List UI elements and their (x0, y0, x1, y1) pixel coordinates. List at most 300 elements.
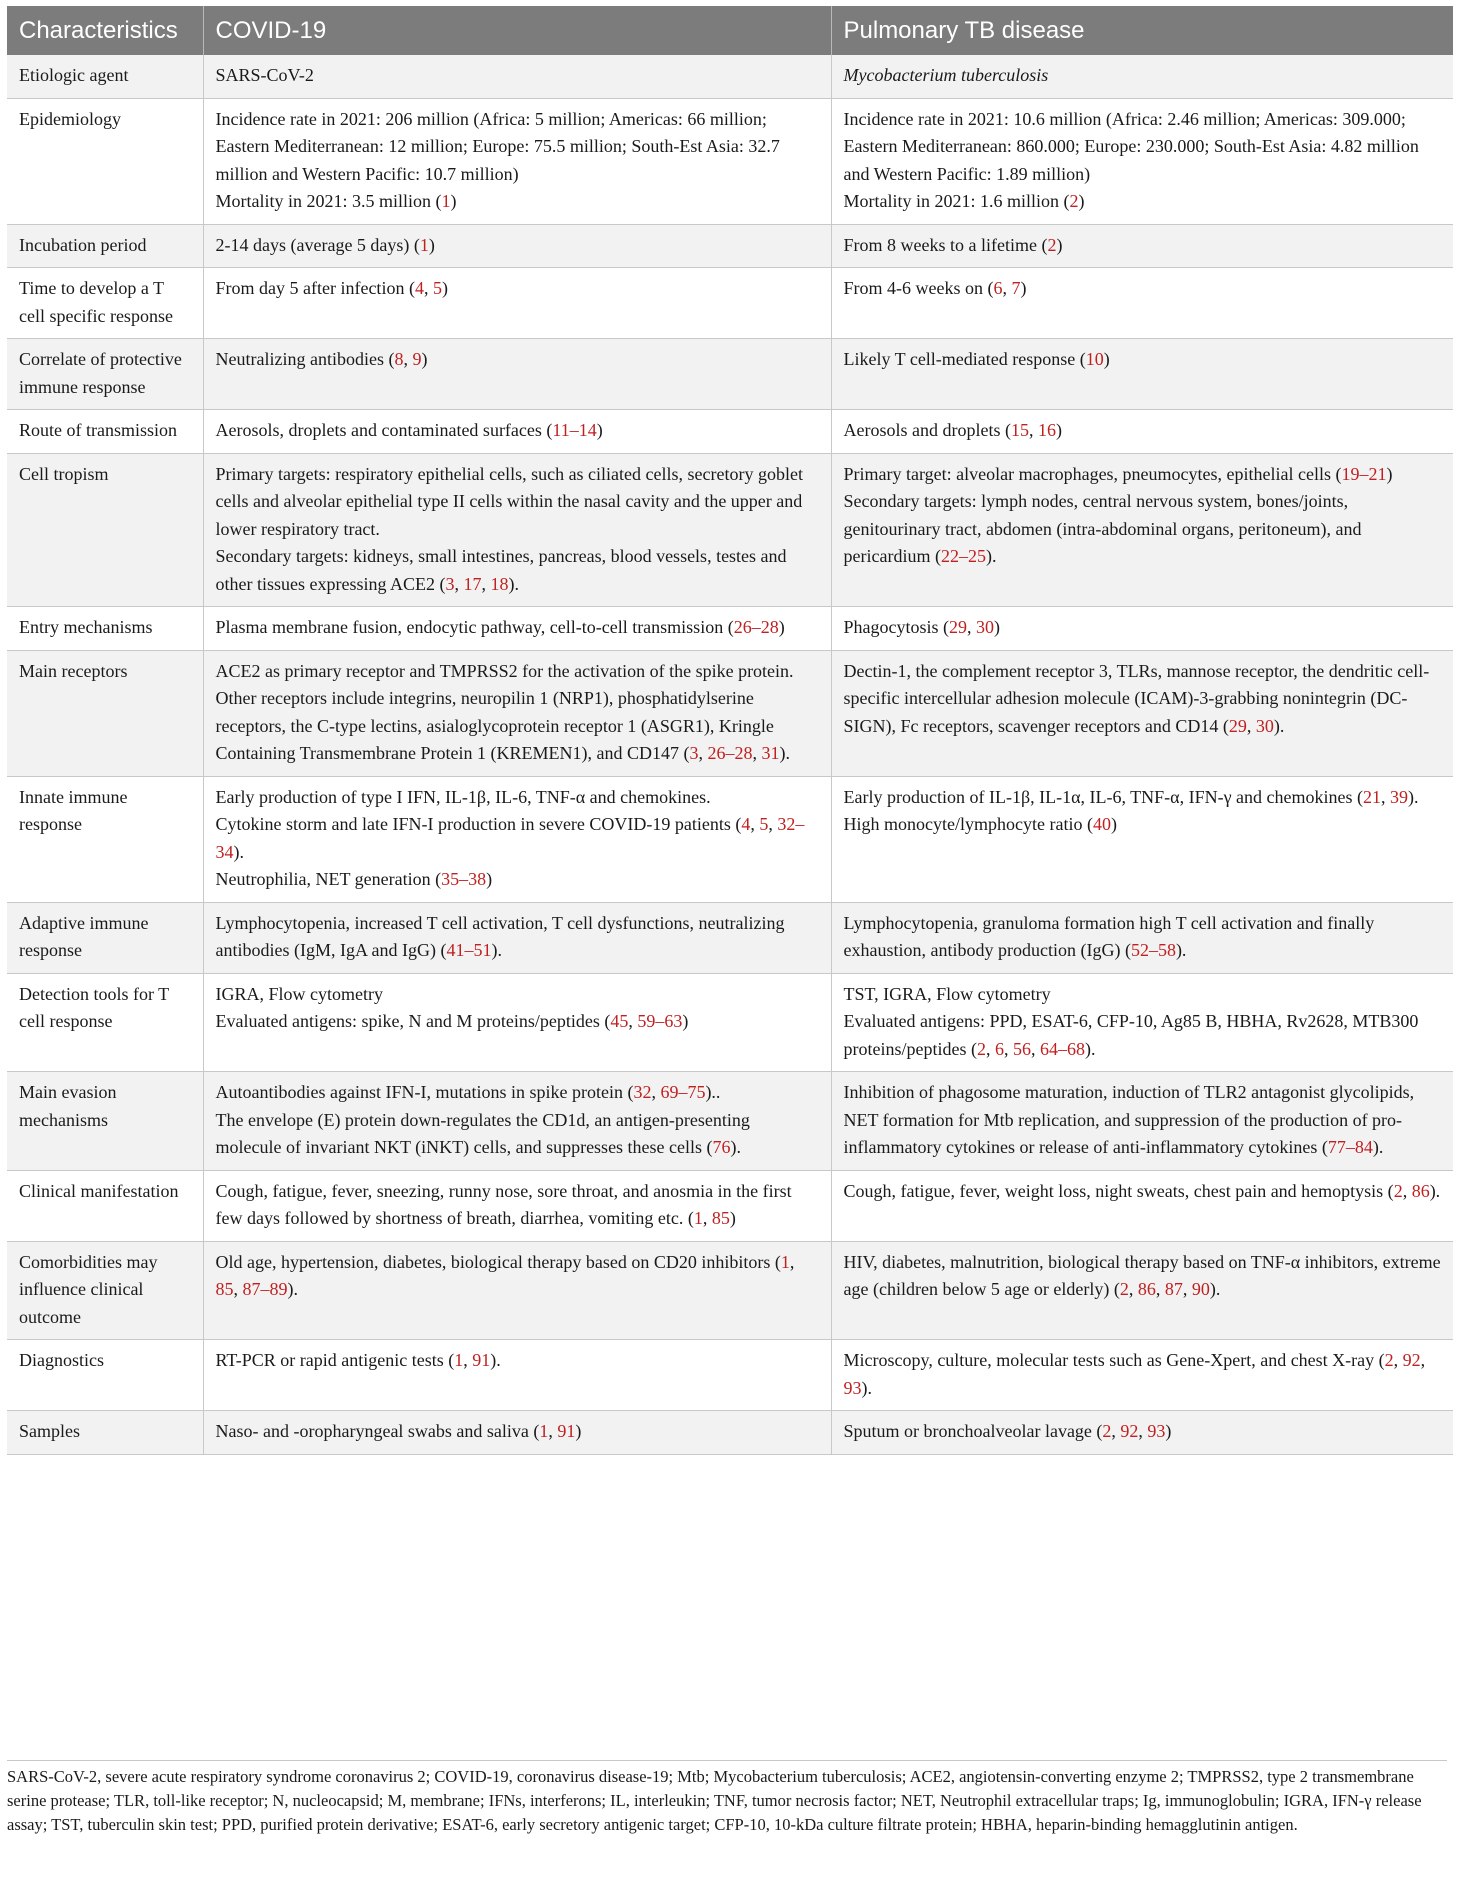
reference-link[interactable]: 5 (432, 278, 442, 298)
cell-line (844, 461, 1442, 489)
covid-cell (203, 55, 831, 98)
cell-text: , (768, 814, 778, 834)
cell-text: High monocyte/lymphocyte ratio ( (843, 814, 1093, 834)
cell-text: The envelope (E) protein down-regulates the CD1d, an antigen-presenting molecule of invariant NKT (iNKT) cells, and suppresses these cells ( (215, 1109, 750, 1157)
comparison-table (7, 6, 1453, 1455)
cell-text: ). (1084, 1038, 1096, 1059)
reference-link[interactable]: 30 (1255, 715, 1274, 736)
covid-cell (203, 607, 831, 651)
table-row (7, 268, 1453, 339)
cell-text: ). (1408, 786, 1419, 807)
cell-text: ) (1103, 349, 1110, 369)
reference-link[interactable]: 10 (1085, 349, 1104, 369)
row-label: Correlate of protective immune response (7, 339, 203, 410)
reference-link[interactable]: 15 (1010, 420, 1029, 440)
reference-link[interactable]: 1 (454, 1350, 464, 1370)
reference-link[interactable]: 91 (472, 1350, 491, 1370)
table-row (7, 410, 1453, 454)
cell-text: ). (491, 940, 502, 960)
cell-line (844, 188, 1442, 216)
reference-link[interactable]: 2 (1047, 234, 1057, 255)
reference-link[interactable]: 32–34 (215, 814, 805, 862)
cell-text: RT-PCR or rapid antigenic tests ( (215, 1350, 455, 1370)
reference-link[interactable]: 59–63 (637, 1011, 683, 1031)
tb-cell (831, 1411, 1453, 1455)
cell-text: ) (421, 349, 428, 369)
cell-text: , (702, 1208, 712, 1228)
cell-text: Evaluated antigens: spike, N and M proteins/peptides ( (215, 1011, 611, 1031)
reference-link[interactable]: 93 (843, 1377, 862, 1398)
tb-cell (831, 902, 1453, 973)
tb-cell (831, 607, 1453, 651)
cell-text: Old age, hypertension, diabetes, biological therapy based on CD20 inhibitors ( (215, 1251, 781, 1272)
reference-link[interactable]: 1 (419, 234, 429, 255)
cell-text: ) (450, 191, 457, 211)
cell-line (216, 910, 819, 965)
cell-text: Neutrophilia, NET generation ( (215, 869, 442, 889)
cell-text: From 8 weeks to a lifetime ( (843, 234, 1048, 255)
header-tb: Pulmonary TB disease (831, 6, 1453, 55)
cell-text: ). (861, 1377, 872, 1398)
cell-text: ). (779, 743, 790, 763)
reference-link[interactable]: 21 (1363, 786, 1382, 807)
covid-cell (203, 973, 831, 1072)
reference-link[interactable]: 31 (761, 743, 780, 763)
header-characteristics: Characteristics (7, 6, 203, 55)
tb-cell (831, 776, 1453, 902)
cell-line (844, 346, 1442, 374)
reference-link[interactable]: 29 (949, 617, 967, 637)
covid-cell (203, 650, 831, 776)
cell-line (216, 1418, 819, 1446)
cell-text: , (1028, 420, 1038, 440)
cell-text: Lymphocytopenia, granuloma formation high T cell activation and finally exhaustion, antibody production (IgG) ( (843, 912, 1375, 960)
cell-line (216, 188, 819, 216)
tb-cell (831, 224, 1453, 268)
cell-text: Primary target: alveolar macrophages, pneumocytes, epithelial cells ( (843, 463, 1342, 484)
reference-link[interactable]: 64–68 (1039, 1038, 1085, 1059)
row-label: Epidemiology (7, 98, 203, 224)
table-row (7, 1411, 1453, 1455)
cell-text: Sputum or bronchoalveolar lavage ( (843, 1421, 1103, 1441)
tb-cell (831, 650, 1453, 776)
reference-link[interactable]: 17 (463, 573, 482, 594)
cell-text: Aerosols and droplets ( (843, 420, 1011, 440)
cell-text: Inhibition of phagosome maturation, induction of TLR2 antagonist glycolipids, NET formation for Mtb replication, and suppression of the production of pro-inflammatory cytokines or release of anti-inflammatory cytokines ( (843, 1082, 1415, 1157)
reference-link[interactable]: 1 (693, 1208, 703, 1228)
table-row (7, 776, 1453, 902)
reference-link[interactable]: 3 (445, 573, 455, 594)
table-row (7, 1241, 1453, 1340)
reference-link[interactable]: 41–51 (446, 940, 492, 960)
reference-link[interactable]: 1 (441, 191, 451, 211)
reference-link[interactable]: 6 (994, 1038, 1004, 1059)
cell-text: Autoantibodies against IFN-I, mutations in spike protein ( (215, 1082, 634, 1102)
table-row (7, 453, 1453, 607)
cell-text: Cough, fatigue, fever, weight loss, night sweats, chest pain and hemoptysis ( (843, 1180, 1394, 1201)
cell-line (216, 1008, 819, 1036)
cell-line (844, 658, 1442, 741)
reference-link[interactable]: 2 (1384, 1350, 1394, 1370)
cell-line (844, 981, 1442, 1009)
reference-link[interactable]: 86 (1137, 1279, 1156, 1299)
row-label: Diagnostics (7, 1340, 203, 1411)
reference-link[interactable]: 45 (610, 1011, 629, 1031)
covid-cell (203, 1411, 831, 1455)
cell-text: TST, IGRA, Flow cytometry (843, 983, 1051, 1004)
cell-line (844, 275, 1442, 303)
row-label: Main receptors (7, 650, 203, 776)
reference-link[interactable]: 2 (1069, 191, 1079, 211)
covid-cell (203, 1072, 831, 1171)
cell-line (216, 461, 819, 544)
reference-link[interactable]: 87–89 (242, 1279, 288, 1299)
reference-link[interactable]: 93 (1147, 1421, 1166, 1441)
reference-link[interactable]: 3 (689, 743, 699, 763)
tb-cell (831, 1241, 1453, 1340)
cell-text: ) (441, 278, 448, 298)
cell-line (216, 232, 819, 260)
cell-text: Aerosols, droplets and contaminated surfaces ( (215, 420, 553, 440)
tb-cell (831, 1072, 1453, 1171)
cell-text: , (463, 1350, 473, 1370)
cell-text: ).. (705, 1082, 721, 1102)
cell-text: Naso- and -oropharyngeal swabs and saliva ( (215, 1421, 540, 1441)
reference-link[interactable]: 90 (1191, 1279, 1210, 1299)
row-label: Cell tropism (7, 453, 203, 607)
reference-link[interactable]: 2 (1102, 1421, 1112, 1441)
reference-link[interactable]: 22–25 (940, 546, 986, 566)
row-label: Time to develop a T cell specific response (7, 268, 203, 339)
table-row (7, 339, 1453, 410)
cell-text: Primary targets: respiratory epithelial cells, such as ciliated cells, secretory goblet cells and alveolar epithelial type II cells within the nasal cavity and the upper and lower respiratory tract. (215, 463, 803, 539)
reference-link[interactable]: 87 (1164, 1279, 1183, 1299)
cell-text: ). (1175, 940, 1187, 960)
cell-text: , (651, 1082, 661, 1102)
reference-link[interactable]: 92 (1402, 1350, 1421, 1370)
covid-cell (203, 98, 831, 224)
cell-text: ). (730, 1137, 742, 1157)
cell-line (216, 1178, 819, 1233)
row-label: Clinical manifestation (7, 1170, 203, 1241)
reference-link[interactable]: 26–28 (733, 617, 779, 637)
cell-line (844, 1249, 1442, 1304)
table-row (7, 607, 1453, 651)
covid-cell (203, 268, 831, 339)
cell-text: ). (287, 1279, 298, 1299)
cell-text: Early production of IL-1β, IL-1α, IL-6, TNF-α, IFN-γ and chemokines ( (843, 786, 1364, 807)
cell-text: ) (596, 420, 603, 440)
cell-line (216, 811, 819, 866)
cell-text: Other receptors include integrins, neuropilin 1 (NRP1), phosphatidylserine receptors, the C-type lectins, asialoglycoprotein receptor 1 (ASGR1), Kringle Containing Transmembrane Protein 1 (KREMEN1), and CD147 ( (215, 688, 774, 763)
cell-text: Phagocytosis ( (843, 617, 949, 637)
reference-link[interactable]: 6 (993, 278, 1003, 298)
header-row (7, 6, 1453, 55)
cell-text: , (1002, 278, 1012, 298)
cell-text: ) (1055, 420, 1062, 440)
cell-text: 2-14 days (average 5 days) ( (215, 234, 420, 255)
tb-cell (831, 55, 1453, 98)
table-row (7, 973, 1453, 1072)
cell-line (216, 62, 819, 90)
cell-text: ). (1209, 1279, 1221, 1299)
table-body (7, 55, 1453, 1454)
reference-link[interactable]: 1 (539, 1421, 549, 1441)
table-header (7, 6, 1453, 55)
cell-line (844, 1008, 1442, 1063)
reference-link[interactable]: 26–28 (707, 743, 753, 763)
reference-link[interactable]: 76 (712, 1137, 731, 1157)
cell-text: ) (682, 1011, 689, 1031)
reference-link[interactable]: 56 (1012, 1038, 1031, 1059)
cell-text: ). (508, 573, 519, 594)
cell-text: Mortality in 2021: 1.6 million ( (843, 191, 1070, 211)
cell-line (844, 417, 1442, 445)
cell-text: Secondary targets: lymph nodes, central nervous system, bones/joints, genitourinary tract, abdomen (intra-abdominal organs, peritoneum), and pericardium ( (843, 491, 1362, 566)
cell-line (216, 275, 819, 303)
cell-text: Cytokine storm and late IFN-I production in severe COVID-19 patients ( (215, 814, 742, 834)
cell-line (216, 1249, 819, 1304)
reference-link[interactable]: 91 (557, 1421, 576, 1441)
covid-cell (203, 1241, 831, 1340)
cell-text: ) (1078, 191, 1085, 211)
reference-link[interactable]: 2 (1119, 1279, 1129, 1299)
row-label: Adaptive immune response (7, 902, 203, 973)
reference-link[interactable]: 40 (1092, 814, 1111, 834)
cell-line (844, 1418, 1442, 1446)
cell-line (216, 346, 819, 374)
reference-link[interactable]: 9 (412, 349, 422, 369)
tb-cell (831, 268, 1453, 339)
tb-cell (831, 1170, 1453, 1241)
cell-line (216, 1107, 819, 1162)
cell-text: Neutralizing antibodies ( (215, 349, 395, 369)
cell-text: Secondary targets: kidneys, small intestines, pancreas, blood vessels, testes and other tissues expressing ACE2 ( (215, 546, 787, 594)
row-label: Detection tools for T cell response (7, 973, 203, 1072)
cell-text: Dectin-1, the complement receptor 3, TLRs, mannose receptor, the dendritic cell-specific intercellular adhesion molecule (ICAM)-3-grabbing nonintegrin (DC-SIGN), Fc receptors, scavenger receptors and CD14 ( (843, 660, 1430, 736)
table-row (7, 98, 1453, 224)
reference-link[interactable]: 30 (976, 617, 994, 637)
cell-line (216, 981, 819, 1009)
cell-text: ) (778, 617, 785, 637)
row-label: Incubation period (7, 224, 203, 268)
cell-line (216, 1347, 819, 1375)
cell-text: , (1402, 1180, 1412, 1201)
tb-cell (831, 339, 1453, 410)
cell-line (216, 417, 819, 445)
covid-cell (203, 339, 831, 410)
row-label: Main evasion mechanisms (7, 1072, 203, 1171)
cell-text: , (1420, 1350, 1426, 1370)
reference-link[interactable]: 86 (1411, 1180, 1430, 1201)
cell-line (844, 1347, 1442, 1402)
cell-line (844, 106, 1442, 189)
cell-text: From 4-6 weeks on ( (843, 278, 994, 298)
cell-text: , (967, 617, 976, 637)
cell-text: , (1111, 1421, 1121, 1441)
cell-text: Plasma membrane fusion, endocytic pathway, cell-to-cell transmission ( (215, 617, 734, 637)
cell-text: , (1381, 786, 1391, 807)
cell-line (216, 614, 819, 642)
row-label: Samples (7, 1411, 203, 1455)
cell-text: , (1138, 1421, 1148, 1441)
header-covid: COVID-19 (203, 6, 831, 55)
cell-line (216, 685, 819, 768)
reference-link[interactable]: 2 (1393, 1180, 1403, 1201)
cell-text: Lymphocytopenia, increased T cell activation, T cell dysfunctions, neutralizing antibodies (IgM, IgA and IgG) ( (215, 912, 785, 960)
cell-line (216, 543, 819, 598)
cell-line (844, 232, 1442, 260)
cell-text: ) (729, 1208, 736, 1228)
reference-link[interactable]: 19–21 (1341, 463, 1387, 484)
cell-text: ) (994, 617, 1000, 637)
cell-text: Early production of type I IFN, IL-1β, IL-6, TNF-α and chemokines. (215, 786, 711, 807)
covid-cell (203, 902, 831, 973)
cell-text: , (1182, 1279, 1192, 1299)
reference-link[interactable]: 39 (1390, 786, 1409, 807)
reference-link[interactable]: 32 (633, 1082, 652, 1102)
cell-text: , (1003, 1038, 1013, 1059)
cell-text: ). (1372, 1137, 1384, 1157)
row-label: Route of transmission (7, 410, 203, 454)
cell-text: ). (1429, 1180, 1441, 1201)
cell-text: Microscopy, culture, molecular tests such as Gene-Xpert, and chest X-ray ( (843, 1350, 1385, 1370)
cell-text: ) (486, 869, 493, 889)
reference-link[interactable]: 8 (394, 349, 404, 369)
reference-link[interactable]: 29 (1228, 715, 1247, 736)
cell-text: Incidence rate in 2021: 10.6 million (Africa: 2.46 million; Americas: 309.000; Eastern Mediterranean: 860.000; Europe: 230.000; South-Est Asia: 4.82 million and Western Pacific: 1.89 million) (843, 108, 1419, 184)
reference-link[interactable]: 92 (1120, 1421, 1139, 1441)
reference-link[interactable]: 1 (780, 1251, 790, 1272)
covid-cell (203, 224, 831, 268)
cell-text: ) (1020, 278, 1027, 298)
cell-line (844, 1079, 1442, 1162)
cell-text: , (548, 1421, 558, 1441)
tb-cell (831, 1340, 1453, 1411)
cell-text: IGRA, Flow cytometry (215, 983, 383, 1004)
cell-text: Cough, fatigue, fever, sneezing, runny nose, sore throat, and anosmia in the first few days followed by shortness of breath, diarrhea, vomiting etc. ( (215, 1180, 792, 1228)
cell-text: ). (1273, 715, 1285, 736)
reference-link[interactable]: 2 (976, 1038, 986, 1059)
reference-link[interactable]: 77–84 (1327, 1137, 1373, 1157)
cell-line (216, 1079, 819, 1107)
cell-text: Mycobacterium tuberculosis (843, 65, 1049, 85)
cell-text: From day 5 after infection ( (215, 278, 415, 298)
reference-link[interactable]: 52–58 (1130, 940, 1176, 960)
reference-link[interactable]: 11–14 (552, 420, 597, 440)
cell-text: , (750, 814, 760, 834)
cell-line (844, 488, 1442, 571)
covid-cell (203, 410, 831, 454)
table-row (7, 902, 1453, 973)
cell-text: ) (428, 234, 435, 255)
cell-line (216, 784, 819, 812)
cell-text: SARS-CoV-2 (215, 65, 314, 85)
cell-text: Incidence rate in 2021: 206 million (Africa: 5 million; Americas: 66 million; Eastern Mediterranean: 12 million; Europe: 75.5 million; South-Est Asia: 32.7 million and Western Pacific: 10.7 million) (215, 108, 780, 184)
cell-text: ). (985, 546, 997, 566)
reference-link[interactable]: 18 (490, 573, 509, 594)
tb-cell (831, 453, 1453, 607)
cell-line (216, 866, 819, 894)
reference-link[interactable]: 16 (1037, 420, 1056, 440)
cell-text: Likely T cell-mediated response ( (843, 349, 1086, 369)
table-row (7, 224, 1453, 268)
row-label: Entry mechanisms (7, 607, 203, 651)
cell-text: , (1030, 1038, 1040, 1059)
table-row (7, 1340, 1453, 1411)
cell-text: ). (233, 841, 244, 862)
table-row (7, 650, 1453, 776)
reference-link[interactable]: 85 (215, 1279, 234, 1299)
covid-cell (203, 1340, 831, 1411)
covid-cell (203, 1170, 831, 1241)
cell-text: , (1393, 1350, 1403, 1370)
cell-text: , (752, 743, 762, 763)
reference-link[interactable]: 69–75 (660, 1082, 706, 1102)
tb-cell (831, 98, 1453, 224)
cell-text: ) (575, 1421, 582, 1441)
cell-text: , (985, 1038, 995, 1059)
cell-text: ). (490, 1350, 501, 1370)
cell-text: , (454, 573, 464, 594)
cell-text: ) (1110, 814, 1117, 834)
cell-line (844, 910, 1442, 965)
cell-text: ) (1056, 234, 1063, 255)
cell-line (844, 784, 1442, 812)
cell-text: ) (1165, 1421, 1172, 1441)
reference-link[interactable]: 4 (741, 814, 751, 834)
cell-text: , (403, 349, 413, 369)
cell-line (216, 658, 819, 686)
tb-cell (831, 410, 1453, 454)
cell-text: , (1128, 1279, 1138, 1299)
cell-line (216, 106, 819, 189)
cell-text: , (233, 1279, 243, 1299)
cell-line (844, 1178, 1442, 1206)
cell-text: , (481, 573, 491, 594)
cell-text: Evaluated antigens: PPD, ESAT-6, CFP-10, Ag85 B, HBHA, Rv2628, MTB300 proteins/peptides ( (843, 1011, 1419, 1059)
cell-line (844, 811, 1442, 839)
reference-link[interactable]: 4 (414, 278, 424, 298)
cell-text: , (1155, 1279, 1165, 1299)
cell-text: , (423, 278, 433, 298)
cell-text: ) (1386, 463, 1393, 484)
cell-text: Mortality in 2021: 3.5 million ( (215, 191, 442, 211)
tb-cell (831, 973, 1453, 1072)
covid-cell (203, 776, 831, 902)
cell-text: , (1246, 715, 1256, 736)
row-label: Innate immune response (7, 776, 203, 902)
reference-link[interactable]: 35–38 (441, 869, 487, 889)
reference-link[interactable]: 5 (759, 814, 769, 834)
covid-cell (203, 453, 831, 607)
cell-text: , (789, 1251, 795, 1272)
cell-line (844, 62, 1442, 90)
table-row (7, 1072, 1453, 1171)
cell-text: , (628, 1011, 638, 1031)
reference-link[interactable]: 85 (711, 1208, 730, 1228)
reference-link[interactable]: 7 (1011, 278, 1021, 298)
cell-line (844, 614, 1442, 642)
row-label: Comorbidities may influence clinical outcome (7, 1241, 203, 1340)
row-label: Etiologic agent (7, 55, 203, 98)
table-row (7, 1170, 1453, 1241)
table-footnote: SARS-CoV-2, severe acute respiratory syndrome coronavirus 2; COVID-19, coronavirus disease-19; Mtb; Mycobacterium tuberculosis; ACE2, angiotensin-converting enzyme 2; TMPRSS2, type 2 transmembrane serine protease; TLR, toll-like receptor; N, nucleocapsid; M, membrane; IFNs, interferons; IL, interleukin; TNF, tumor necrosis factor; NET, Neutrophil extracellular traps; Ig, immunoglobulin; IGRA, IFN-γ release assay; TST, tuberculin skin test; PPD, purified protein derivative; ESAT-6, early secretory antigenic target; CFP-10, 10-kDa culture filtrate protein; HBHA, heparin-binding hemagglutinin antigen. (7, 1760, 1447, 1837)
table-row (7, 55, 1453, 98)
cell-text: , (698, 743, 708, 763)
cell-text: HIV, diabetes, malnutrition, biological therapy based on TNF-α inhibitors, extreme age (children below 5 age or elderly) ( (843, 1251, 1441, 1299)
cell-text: ACE2 as primary receptor and TMPRSS2 for the activation of the spike protein. (215, 660, 794, 681)
